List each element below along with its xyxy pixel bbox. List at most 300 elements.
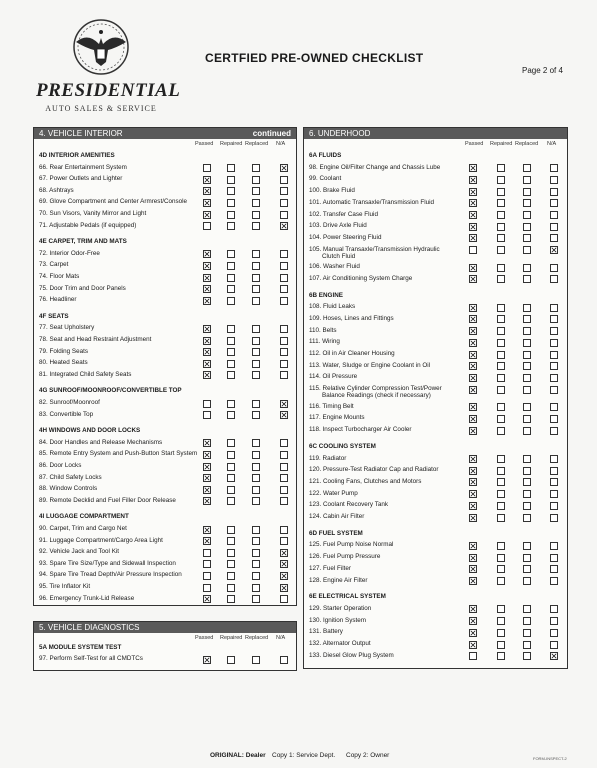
checkbox-na[interactable] bbox=[550, 641, 558, 649]
brand-tagline: AUTO SALES & SERVICE bbox=[45, 104, 157, 113]
checkbox-na[interactable] bbox=[280, 439, 288, 447]
checkbox-replaced[interactable] bbox=[252, 199, 260, 207]
checkbox-repaired[interactable] bbox=[227, 274, 235, 282]
checkbox-passed[interactable] bbox=[469, 427, 477, 435]
checkbox-repaired[interactable] bbox=[497, 211, 505, 219]
checkbox-replaced[interactable] bbox=[252, 176, 260, 184]
checklist-item-label: 98. Engine Oil/Filter Change and Chassis Lube bbox=[309, 163, 441, 171]
check-mark-icon bbox=[204, 251, 210, 257]
checkbox-passed[interactable] bbox=[469, 490, 477, 498]
checkbox-passed[interactable] bbox=[469, 565, 477, 573]
checkbox-repaired[interactable] bbox=[227, 325, 235, 333]
checkbox-passed[interactable] bbox=[469, 234, 477, 242]
checkbox-repaired[interactable] bbox=[497, 374, 505, 382]
checkbox-repaired[interactable] bbox=[497, 554, 505, 562]
checkbox-passed[interactable] bbox=[203, 325, 211, 333]
checkbox-replaced[interactable] bbox=[523, 629, 531, 637]
checkbox-na[interactable] bbox=[280, 497, 288, 505]
checkbox-na[interactable] bbox=[550, 386, 558, 394]
check-mark-icon bbox=[470, 515, 476, 521]
check-mark-icon bbox=[204, 349, 210, 355]
checkbox-repaired[interactable] bbox=[497, 652, 505, 660]
checkbox-replaced[interactable] bbox=[252, 211, 260, 219]
checkbox-na[interactable] bbox=[550, 605, 558, 613]
checkbox-repaired[interactable] bbox=[497, 386, 505, 394]
checkbox-passed[interactable] bbox=[469, 374, 477, 382]
checkbox-repaired[interactable] bbox=[227, 348, 235, 356]
checkbox-passed[interactable] bbox=[469, 554, 477, 562]
checkbox-repaired[interactable] bbox=[497, 514, 505, 522]
checkbox-passed[interactable] bbox=[469, 455, 477, 463]
checkbox-repaired[interactable] bbox=[497, 605, 505, 613]
checkbox-na[interactable] bbox=[280, 560, 288, 568]
section-underhood bbox=[303, 127, 568, 669]
checkbox-passed[interactable] bbox=[469, 605, 477, 613]
checkbox-replaced[interactable] bbox=[523, 605, 531, 613]
checkbox-repaired[interactable] bbox=[227, 371, 235, 379]
checkbox-passed[interactable] bbox=[469, 652, 477, 660]
checkbox-passed[interactable] bbox=[203, 337, 211, 345]
checkbox-passed[interactable] bbox=[469, 315, 477, 323]
checkbox-repaired[interactable] bbox=[497, 164, 505, 172]
checkbox-na[interactable] bbox=[280, 400, 288, 408]
checkbox-na[interactable] bbox=[550, 652, 558, 660]
checkbox-passed[interactable] bbox=[203, 584, 211, 592]
checkbox-replaced[interactable] bbox=[523, 617, 531, 625]
checkbox-replaced[interactable] bbox=[252, 187, 260, 195]
checkbox-repaired[interactable] bbox=[497, 577, 505, 585]
checkbox-replaced[interactable] bbox=[523, 386, 531, 394]
checkbox-repaired[interactable] bbox=[227, 222, 235, 230]
checkbox-na[interactable] bbox=[550, 577, 558, 585]
checkbox-repaired[interactable] bbox=[227, 497, 235, 505]
checkbox-replaced[interactable] bbox=[252, 439, 260, 447]
checkbox-na[interactable] bbox=[550, 315, 558, 323]
checklist-item-label: 130. Ignition System bbox=[309, 616, 367, 624]
checkbox-repaired[interactable] bbox=[227, 526, 235, 534]
checkbox-repaired[interactable] bbox=[497, 629, 505, 637]
checkbox-replaced[interactable] bbox=[523, 374, 531, 382]
checkbox-replaced[interactable] bbox=[523, 467, 531, 475]
checkbox-na[interactable] bbox=[550, 339, 558, 347]
checkbox-replaced[interactable] bbox=[523, 275, 531, 283]
check-mark-icon bbox=[470, 189, 476, 195]
checkbox-repaired[interactable] bbox=[497, 188, 505, 196]
checkbox-na[interactable] bbox=[550, 246, 558, 254]
checkbox-na[interactable] bbox=[550, 362, 558, 370]
checkbox-replaced[interactable] bbox=[523, 246, 531, 254]
checkbox-replaced[interactable] bbox=[252, 537, 260, 545]
checkbox-na[interactable] bbox=[550, 403, 558, 411]
checkbox-replaced[interactable] bbox=[523, 351, 531, 359]
checkbox-repaired[interactable] bbox=[497, 403, 505, 411]
checkbox-passed[interactable] bbox=[469, 339, 477, 347]
checkbox-replaced[interactable] bbox=[252, 337, 260, 345]
checkbox-repaired[interactable] bbox=[227, 164, 235, 172]
checklist-item-label: 85. Remote Entry System and Push-Button Start System bbox=[39, 450, 198, 458]
checkbox-repaired[interactable] bbox=[227, 595, 235, 603]
checkbox-repaired[interactable] bbox=[497, 351, 505, 359]
checkbox-na[interactable] bbox=[280, 526, 288, 534]
checkbox-passed[interactable] bbox=[469, 502, 477, 510]
checkbox-passed[interactable] bbox=[203, 274, 211, 282]
checkbox-replaced[interactable] bbox=[252, 463, 260, 471]
checkbox-replaced[interactable] bbox=[252, 262, 260, 270]
checkbox-na[interactable] bbox=[280, 656, 288, 664]
checkbox-replaced[interactable] bbox=[523, 223, 531, 231]
check-mark-icon bbox=[281, 573, 287, 579]
checkbox-passed[interactable] bbox=[203, 549, 211, 557]
checkbox-passed[interactable] bbox=[203, 463, 211, 471]
checkbox-replaced[interactable] bbox=[523, 164, 531, 172]
subsection-title: 4D INTERIOR AMENITIES bbox=[39, 152, 115, 159]
checkbox-repaired[interactable] bbox=[227, 537, 235, 545]
checkbox-passed[interactable] bbox=[203, 187, 211, 195]
checkbox-na[interactable] bbox=[280, 474, 288, 482]
checkbox-na[interactable] bbox=[550, 542, 558, 550]
checkbox-replaced[interactable] bbox=[252, 360, 260, 368]
checkbox-passed[interactable] bbox=[469, 246, 477, 254]
checkbox-na[interactable] bbox=[280, 250, 288, 258]
check-mark-icon bbox=[204, 464, 210, 470]
checkbox-repaired[interactable] bbox=[497, 246, 505, 254]
checkbox-na[interactable] bbox=[550, 554, 558, 562]
checkbox-replaced[interactable] bbox=[252, 595, 260, 603]
checkbox-replaced[interactable] bbox=[523, 315, 531, 323]
checkbox-na[interactable] bbox=[550, 176, 558, 184]
checkbox-passed[interactable] bbox=[469, 164, 477, 172]
checkbox-na[interactable] bbox=[280, 285, 288, 293]
checkbox-passed[interactable] bbox=[203, 595, 211, 603]
checkbox-repaired[interactable] bbox=[497, 415, 505, 423]
checkbox-repaired[interactable] bbox=[497, 362, 505, 370]
checkbox-na[interactable] bbox=[280, 595, 288, 603]
checkbox-repaired[interactable] bbox=[497, 264, 505, 272]
checkbox-replaced[interactable] bbox=[252, 451, 260, 459]
checkbox-passed[interactable] bbox=[469, 386, 477, 394]
checkbox-na[interactable] bbox=[280, 572, 288, 580]
checkbox-replaced[interactable] bbox=[252, 371, 260, 379]
checkbox-na[interactable] bbox=[280, 297, 288, 305]
checkbox-passed[interactable] bbox=[203, 211, 211, 219]
checkbox-repaired[interactable] bbox=[497, 478, 505, 486]
checkbox-passed[interactable] bbox=[203, 560, 211, 568]
checkbox-passed[interactable] bbox=[203, 164, 211, 172]
checklist-item-label: 69. Glove Compartment and Center Armrest/Console bbox=[39, 198, 188, 206]
checkbox-replaced[interactable] bbox=[523, 327, 531, 335]
checkbox-passed[interactable] bbox=[469, 275, 477, 283]
checkbox-passed[interactable] bbox=[469, 264, 477, 272]
checkbox-na[interactable] bbox=[550, 351, 558, 359]
checkbox-repaired[interactable] bbox=[497, 641, 505, 649]
checkbox-na[interactable] bbox=[280, 187, 288, 195]
checkbox-replaced[interactable] bbox=[252, 486, 260, 494]
checkbox-replaced[interactable] bbox=[252, 400, 260, 408]
checkbox-replaced[interactable] bbox=[252, 222, 260, 230]
checkbox-replaced[interactable] bbox=[523, 362, 531, 370]
checkbox-repaired[interactable] bbox=[227, 584, 235, 592]
checkbox-passed[interactable] bbox=[469, 629, 477, 637]
checkbox-passed[interactable] bbox=[469, 351, 477, 359]
checkbox-passed[interactable] bbox=[469, 199, 477, 207]
checkbox-passed[interactable] bbox=[469, 514, 477, 522]
checkbox-repaired[interactable] bbox=[497, 502, 505, 510]
checkbox-na[interactable] bbox=[550, 514, 558, 522]
checkbox-replaced[interactable] bbox=[523, 176, 531, 184]
checkbox-na[interactable] bbox=[550, 617, 558, 625]
checkbox-na[interactable] bbox=[280, 371, 288, 379]
checkbox-na[interactable] bbox=[550, 275, 558, 283]
checkbox-passed[interactable] bbox=[203, 656, 211, 664]
checkbox-passed[interactable] bbox=[203, 526, 211, 534]
checkbox-repaired[interactable] bbox=[497, 467, 505, 475]
checkbox-passed[interactable] bbox=[469, 188, 477, 196]
checkbox-na[interactable] bbox=[280, 486, 288, 494]
checkbox-replaced[interactable] bbox=[523, 211, 531, 219]
checkbox-passed[interactable] bbox=[203, 297, 211, 305]
checkbox-na[interactable] bbox=[280, 451, 288, 459]
presidential-logo bbox=[36, 18, 181, 118]
checkbox-replaced[interactable] bbox=[523, 403, 531, 411]
checkbox-na[interactable] bbox=[550, 188, 558, 196]
check-mark-icon bbox=[204, 200, 210, 206]
checkbox-na[interactable] bbox=[550, 374, 558, 382]
checkbox-na[interactable] bbox=[550, 490, 558, 498]
checkbox-repaired[interactable] bbox=[227, 411, 235, 419]
checkbox-repaired[interactable] bbox=[497, 617, 505, 625]
checklist-item-label: 105. Manual Transaxle/Transmission Hydraulic Clutch Fluid bbox=[309, 245, 440, 260]
checkbox-na[interactable] bbox=[550, 415, 558, 423]
checkbox-repaired[interactable] bbox=[227, 439, 235, 447]
checkbox-replaced[interactable] bbox=[252, 348, 260, 356]
checkbox-replaced[interactable] bbox=[523, 652, 531, 660]
checkbox-passed[interactable] bbox=[203, 285, 211, 293]
checkbox-replaced[interactable] bbox=[523, 502, 531, 510]
check-mark-icon bbox=[204, 338, 210, 344]
checkbox-passed[interactable] bbox=[203, 348, 211, 356]
checkbox-repaired[interactable] bbox=[227, 463, 235, 471]
checkbox-passed[interactable] bbox=[469, 223, 477, 231]
checkbox-replaced[interactable] bbox=[523, 427, 531, 435]
checkbox-na[interactable] bbox=[550, 327, 558, 335]
checkbox-replaced[interactable] bbox=[252, 572, 260, 580]
checkbox-passed[interactable] bbox=[469, 327, 477, 335]
check-mark-icon bbox=[470, 363, 476, 369]
checkbox-repaired[interactable] bbox=[227, 549, 235, 557]
checkbox-replaced[interactable] bbox=[523, 455, 531, 463]
checkbox-passed[interactable] bbox=[203, 222, 211, 230]
checkbox-passed[interactable] bbox=[203, 537, 211, 545]
checkbox-replaced[interactable] bbox=[523, 514, 531, 522]
checkbox-repaired[interactable] bbox=[227, 250, 235, 258]
checkbox-replaced[interactable] bbox=[252, 250, 260, 258]
checkbox-na[interactable] bbox=[280, 584, 288, 592]
checkbox-na[interactable] bbox=[550, 304, 558, 312]
checkbox-passed[interactable] bbox=[203, 176, 211, 184]
checklist-item-label: 95. Tire Inflator Kit bbox=[39, 583, 91, 590]
checkbox-passed[interactable] bbox=[203, 497, 211, 505]
checkbox-repaired[interactable] bbox=[227, 211, 235, 219]
checkbox-repaired[interactable] bbox=[227, 656, 235, 664]
checkbox-passed[interactable] bbox=[203, 451, 211, 459]
checkbox-na[interactable] bbox=[550, 264, 558, 272]
checkbox-repaired[interactable] bbox=[227, 572, 235, 580]
checkbox-na[interactable] bbox=[550, 565, 558, 573]
checkbox-repaired[interactable] bbox=[497, 234, 505, 242]
checkbox-replaced[interactable] bbox=[252, 325, 260, 333]
checkbox-replaced[interactable] bbox=[252, 411, 260, 419]
checkbox-replaced[interactable] bbox=[523, 304, 531, 312]
checkbox-repaired[interactable] bbox=[497, 490, 505, 498]
checklist-item-label: 107. Air Conditioning System Charge bbox=[309, 274, 413, 282]
checkbox-passed[interactable] bbox=[203, 411, 211, 419]
checkbox-na[interactable] bbox=[280, 337, 288, 345]
checkbox-passed[interactable] bbox=[203, 439, 211, 447]
checkbox-passed[interactable] bbox=[203, 360, 211, 368]
checkbox-repaired[interactable] bbox=[227, 297, 235, 305]
checkbox-passed[interactable] bbox=[203, 400, 211, 408]
checkbox-na[interactable] bbox=[550, 211, 558, 219]
checkbox-passed[interactable] bbox=[469, 617, 477, 625]
checkbox-replaced[interactable] bbox=[523, 577, 531, 585]
checkbox-na[interactable] bbox=[550, 234, 558, 242]
section-vehicle-diagnostics bbox=[33, 621, 297, 671]
checkbox-na[interactable] bbox=[280, 222, 288, 230]
checkbox-passed[interactable] bbox=[469, 641, 477, 649]
checklist-item-label: 90. Carpet, Trim and Cargo Net bbox=[39, 525, 127, 532]
checkbox-passed[interactable] bbox=[203, 262, 211, 270]
checkbox-replaced[interactable] bbox=[523, 188, 531, 196]
checkbox-replaced[interactable] bbox=[523, 415, 531, 423]
checkbox-repaired[interactable] bbox=[497, 427, 505, 435]
checkbox-replaced[interactable] bbox=[252, 474, 260, 482]
checkbox-na[interactable] bbox=[550, 478, 558, 486]
checkbox-passed[interactable] bbox=[469, 542, 477, 550]
checklist-item-label: 92. Vehicle Jack and Tool Kit bbox=[39, 548, 120, 556]
checkbox-passed[interactable] bbox=[203, 474, 211, 482]
checkbox-replaced[interactable] bbox=[252, 584, 260, 592]
checkbox-na[interactable] bbox=[550, 467, 558, 475]
checkbox-na[interactable] bbox=[550, 629, 558, 637]
checkbox-repaired[interactable] bbox=[227, 451, 235, 459]
checkbox-repaired[interactable] bbox=[497, 223, 505, 231]
checkbox-na[interactable] bbox=[280, 537, 288, 545]
checkbox-replaced[interactable] bbox=[252, 497, 260, 505]
checkbox-repaired[interactable] bbox=[497, 542, 505, 550]
checkbox-na[interactable] bbox=[280, 199, 288, 207]
checkbox-repaired[interactable] bbox=[497, 339, 505, 347]
checkbox-repaired[interactable] bbox=[227, 400, 235, 408]
checkbox-replaced[interactable] bbox=[523, 542, 531, 550]
checkbox-replaced[interactable] bbox=[523, 641, 531, 649]
checkbox-replaced[interactable] bbox=[523, 565, 531, 573]
checkbox-replaced[interactable] bbox=[252, 274, 260, 282]
checkbox-replaced[interactable] bbox=[523, 490, 531, 498]
checkbox-passed[interactable] bbox=[469, 211, 477, 219]
checkbox-na[interactable] bbox=[280, 463, 288, 471]
checkbox-passed[interactable] bbox=[469, 467, 477, 475]
checkbox-na[interactable] bbox=[280, 274, 288, 282]
checkbox-passed[interactable] bbox=[469, 415, 477, 423]
checkbox-replaced[interactable] bbox=[252, 297, 260, 305]
checkbox-passed[interactable] bbox=[203, 371, 211, 379]
checkbox-na[interactable] bbox=[280, 411, 288, 419]
checkbox-repaired[interactable] bbox=[227, 486, 235, 494]
checkbox-na[interactable] bbox=[280, 360, 288, 368]
checkbox-repaired[interactable] bbox=[497, 565, 505, 573]
checkbox-passed[interactable] bbox=[469, 403, 477, 411]
eagle-emblem-icon bbox=[66, 18, 136, 76]
checkbox-replaced[interactable] bbox=[252, 164, 260, 172]
checkbox-repaired[interactable] bbox=[497, 455, 505, 463]
checkbox-na[interactable] bbox=[280, 176, 288, 184]
checkbox-passed[interactable] bbox=[469, 176, 477, 184]
check-mark-icon bbox=[470, 305, 476, 311]
checkbox-replaced[interactable] bbox=[523, 478, 531, 486]
checklist-item-label: 96. Emergency Trunk-Lid Release bbox=[39, 594, 135, 602]
checkbox-repaired[interactable] bbox=[497, 176, 505, 184]
checkbox-replaced[interactable] bbox=[252, 560, 260, 568]
checkbox-na[interactable] bbox=[550, 502, 558, 510]
checkbox-na[interactable] bbox=[280, 325, 288, 333]
checkbox-na[interactable] bbox=[550, 164, 558, 172]
checkbox-replaced[interactable] bbox=[523, 234, 531, 242]
checkbox-passed[interactable] bbox=[469, 304, 477, 312]
checkbox-na[interactable] bbox=[280, 262, 288, 270]
checkbox-passed[interactable] bbox=[203, 199, 211, 207]
checkbox-repaired[interactable] bbox=[227, 337, 235, 345]
checkbox-replaced[interactable] bbox=[252, 549, 260, 557]
checkbox-passed[interactable] bbox=[203, 572, 211, 580]
checkbox-na[interactable] bbox=[280, 211, 288, 219]
checkbox-repaired[interactable] bbox=[227, 262, 235, 270]
checkbox-repaired[interactable] bbox=[497, 327, 505, 335]
checkbox-repaired[interactable] bbox=[497, 199, 505, 207]
checkbox-passed[interactable] bbox=[203, 486, 211, 494]
checkbox-replaced[interactable] bbox=[252, 285, 260, 293]
checkbox-na[interactable] bbox=[280, 164, 288, 172]
checkbox-na[interactable] bbox=[280, 348, 288, 356]
checkbox-repaired[interactable] bbox=[227, 474, 235, 482]
checkbox-repaired[interactable] bbox=[497, 315, 505, 323]
check-mark-icon bbox=[470, 276, 476, 282]
checkbox-na[interactable] bbox=[550, 223, 558, 231]
checkbox-passed[interactable] bbox=[469, 577, 477, 585]
checkbox-replaced[interactable] bbox=[523, 339, 531, 347]
checkbox-na[interactable] bbox=[280, 549, 288, 557]
checkbox-passed[interactable] bbox=[469, 478, 477, 486]
checklist-item-label: 104. Power Steering Fluid bbox=[309, 233, 382, 241]
checkbox-repaired[interactable] bbox=[227, 560, 235, 568]
checkbox-replaced[interactable] bbox=[523, 264, 531, 272]
checkbox-replaced[interactable] bbox=[523, 554, 531, 562]
checkbox-repaired[interactable] bbox=[227, 176, 235, 184]
checkbox-replaced[interactable] bbox=[252, 526, 260, 534]
checkbox-replaced[interactable] bbox=[252, 656, 260, 664]
checkbox-repaired[interactable] bbox=[227, 187, 235, 195]
checkbox-na[interactable] bbox=[550, 199, 558, 207]
checkbox-repaired[interactable] bbox=[227, 360, 235, 368]
checkbox-na[interactable] bbox=[550, 427, 558, 435]
checkbox-replaced[interactable] bbox=[523, 199, 531, 207]
checkbox-repaired[interactable] bbox=[497, 304, 505, 312]
checkbox-repaired[interactable] bbox=[227, 285, 235, 293]
checkbox-na[interactable] bbox=[550, 455, 558, 463]
checkbox-passed[interactable] bbox=[203, 250, 211, 258]
checkbox-repaired[interactable] bbox=[227, 199, 235, 207]
checkbox-passed[interactable] bbox=[469, 362, 477, 370]
checkbox-repaired[interactable] bbox=[497, 275, 505, 283]
